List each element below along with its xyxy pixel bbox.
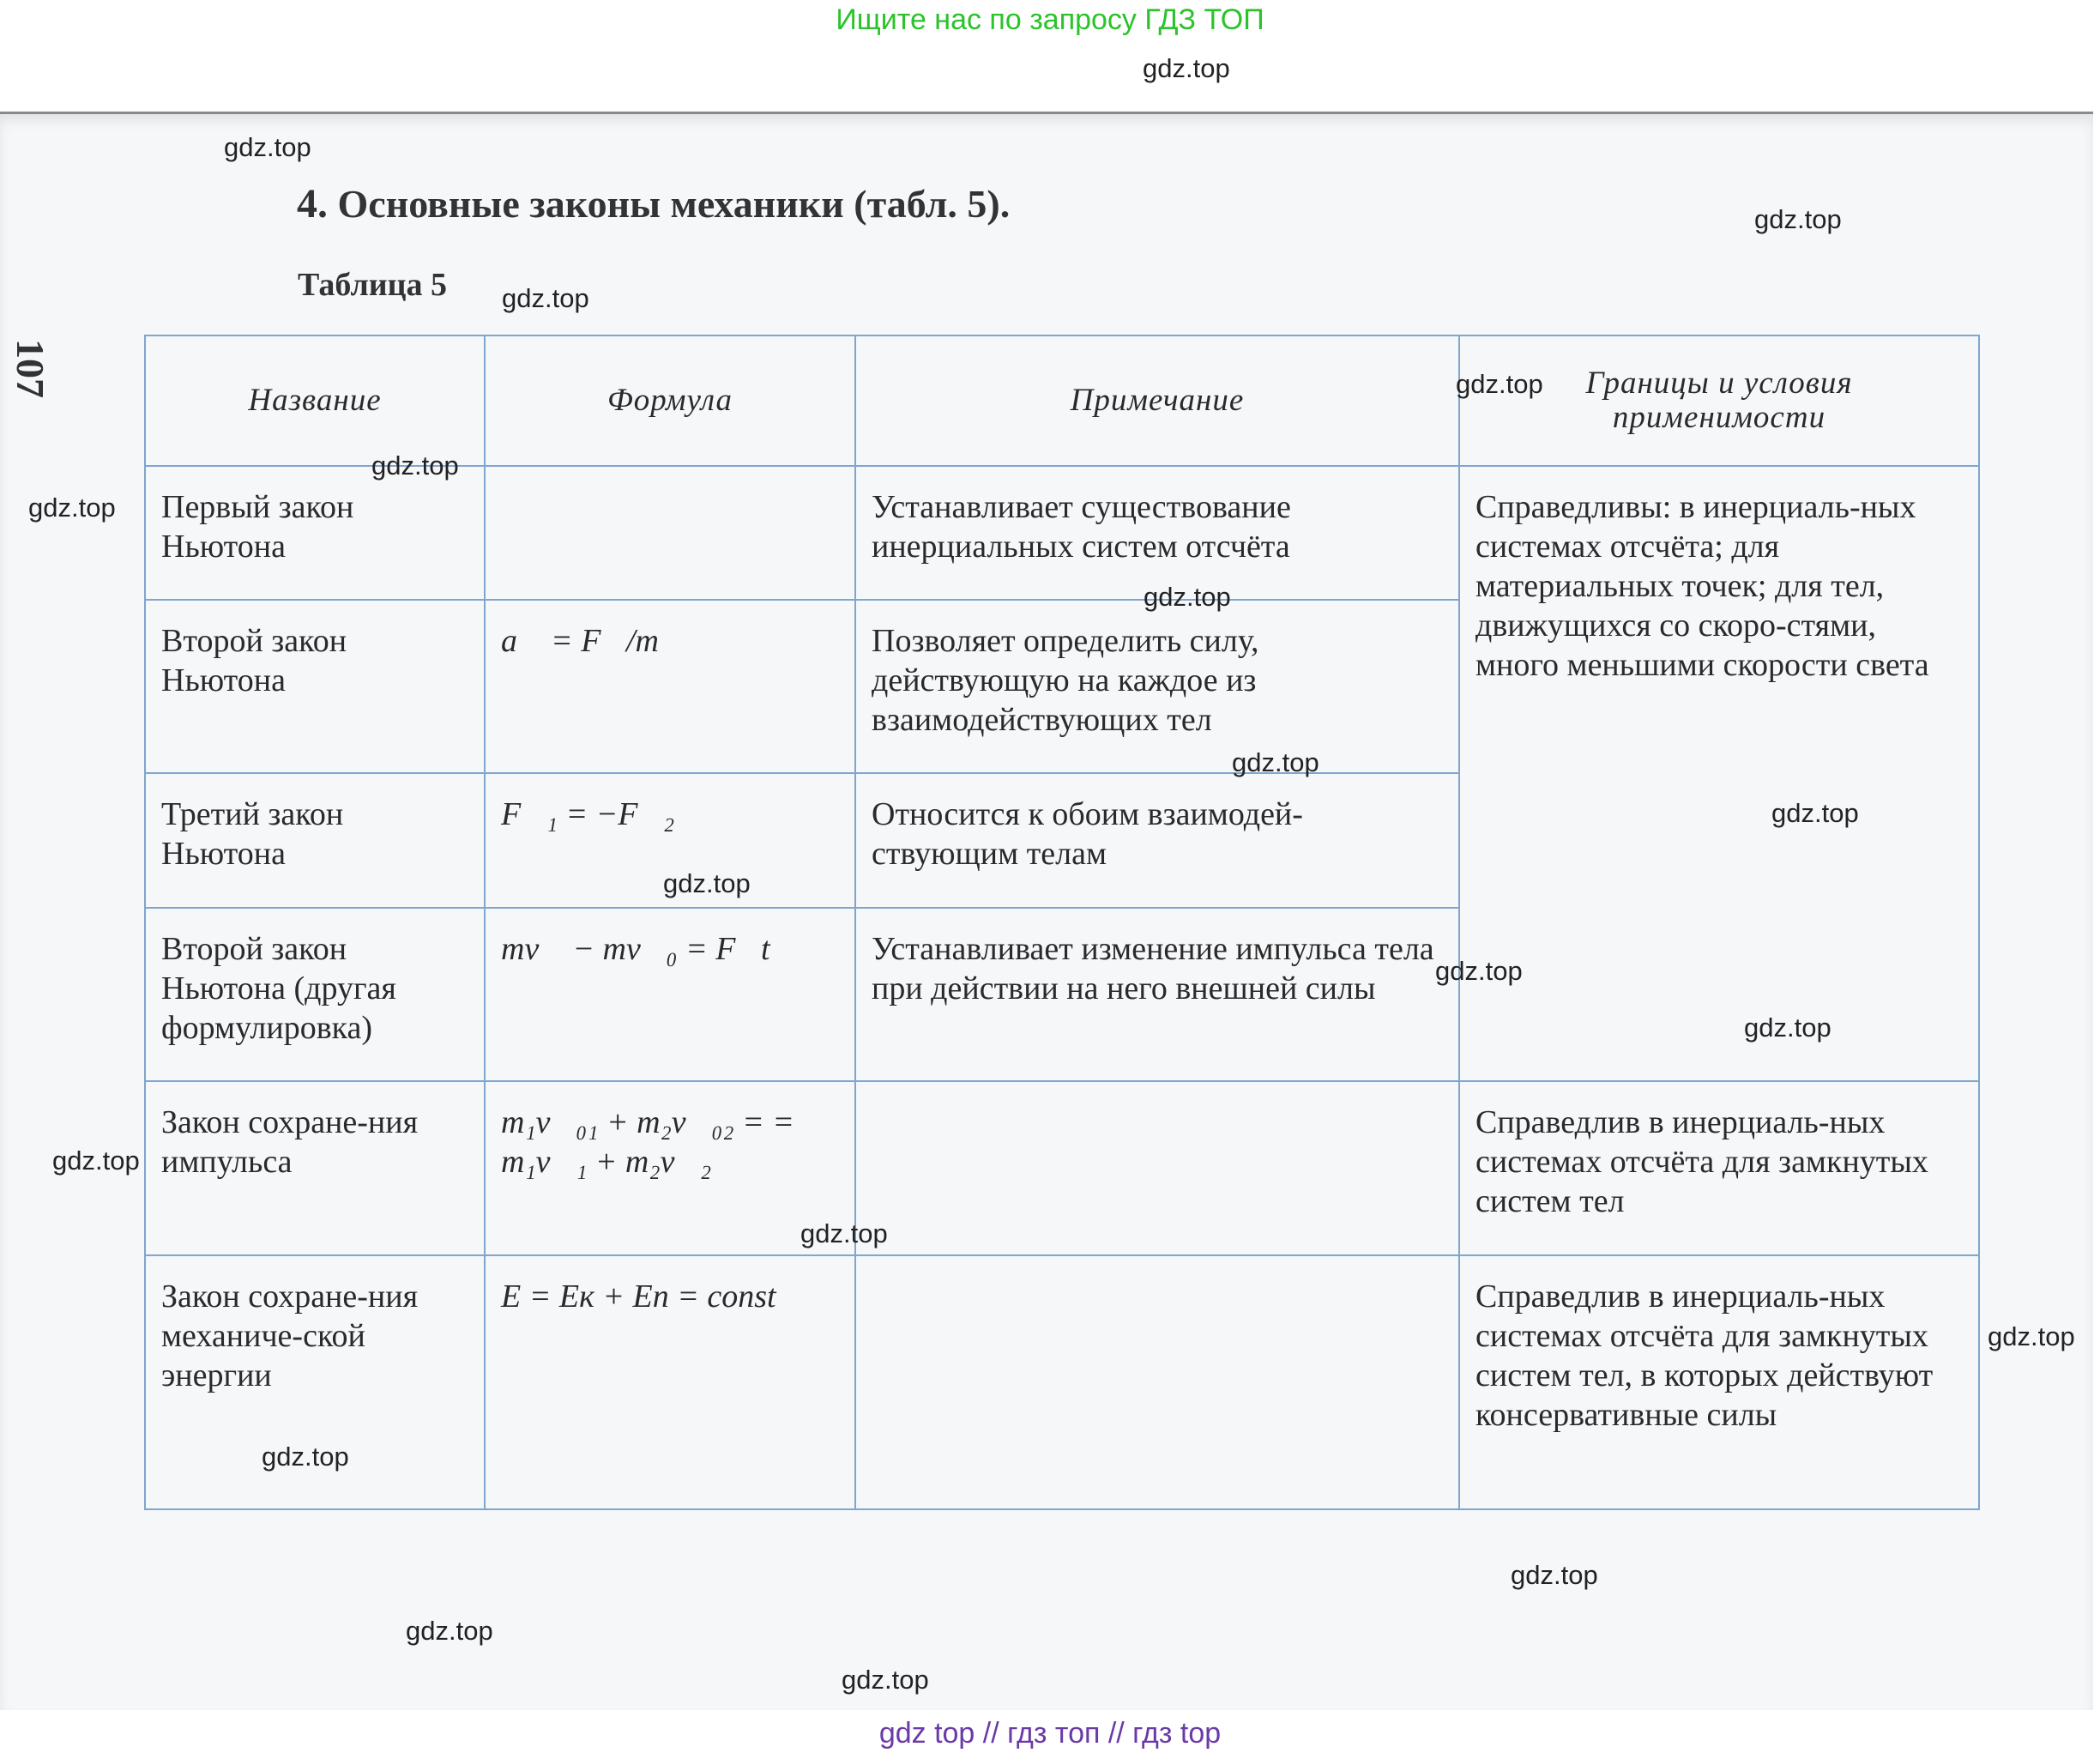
watermark: gdz.top [1744, 1012, 1831, 1043]
watermark: gdz.top [1456, 369, 1543, 399]
section-number: 4. [297, 181, 328, 227]
law-formula: E = Eк + Eп = const [485, 1255, 855, 1509]
law-name: Первый закон Ньютона [145, 466, 485, 600]
watermark: gdz.top [800, 1218, 888, 1248]
watermark: gdz.top [28, 493, 116, 523]
law-name: Третий закон Ньютона [145, 773, 485, 908]
watermark: gdz.top [663, 868, 751, 898]
watermark: gdz.top [1511, 1560, 1598, 1590]
law-note [855, 1081, 1459, 1255]
search-banner[interactable]: Ищите нас по запросу ГДЗ ТОП [836, 3, 1264, 36]
watermark: gdz.top [502, 283, 589, 313]
section-title [297, 180, 1010, 227]
table-caption: Таблица 5 [298, 267, 448, 303]
header-formula: Формула [485, 335, 855, 466]
watermark: gdz.top [842, 1665, 929, 1695]
law-name: Второй закон Ньютона (другая формулировка) [145, 908, 485, 1081]
bottom-banner[interactable]: gdz top // гдз топ // гдз top [878, 1717, 1222, 1750]
watermark: gdz.top [224, 132, 311, 162]
law-note: Позволяет определить силу, действующую на каждое из взаимодействующих тел [855, 600, 1459, 773]
watermark: gdz.top [262, 1442, 349, 1472]
section-title-text: Основные законы механики (табл. 5). [337, 182, 1011, 226]
law-note: Устанавливает существование инерциальных систем отсчёта [855, 466, 1459, 600]
law-name: Закон сохране-ния импульса [145, 1081, 485, 1255]
law-note [855, 1255, 1459, 1509]
page-number: 107 [9, 339, 52, 398]
watermark: gdz.top [1771, 798, 1859, 828]
law-formula: F⃗₁ = −F⃗₂ [485, 773, 855, 908]
law-formula [485, 466, 855, 600]
header-note: Примечание [855, 335, 1459, 466]
law-conditions: Справедлив в инерциаль-ных системах отсчёта для замкнутых систем тел, в которых действуют консервативные силы [1459, 1255, 1979, 1509]
watermark: gdz.top [1988, 1321, 2075, 1351]
watermark: gdz.top [52, 1145, 140, 1176]
header-conditions: Границы и условия применимости [1459, 335, 1979, 466]
law-name: Закон сохране-ния механиче-ской энергии [145, 1255, 485, 1509]
law-formula: mv⃗ − mv⃗₀ = F⃗t [485, 908, 855, 1081]
header-name: Название [145, 335, 485, 466]
watermark: gdz.top [1232, 747, 1319, 777]
law-note: Относится к обоим взаимодей-ствующим телам [855, 773, 1459, 908]
watermark: gdz.top [1754, 204, 1842, 234]
watermark: gdz.top [1143, 53, 1230, 83]
table-row [145, 1255, 1979, 1509]
law-conditions: Справедливы: в инерциаль-ных системах отсчёта; для материальных точек; для тел, движущихся со скоро-стями, много меньшими скорости света [1459, 466, 1979, 1081]
table-row [145, 1081, 1979, 1255]
law-note: Устанавливает изменение импульса тела при действии на него внешней силы [855, 908, 1459, 1081]
law-formula: m₁v⃗₀₁ + m₂v⃗₀₂ = = m₁v⃗₁ + m₂v⃗₂ [485, 1081, 855, 1255]
table-header-row [145, 335, 1979, 466]
law-conditions: Справедлив в инерциаль-ных системах отсчёта для замкнутых систем тел [1459, 1081, 1979, 1255]
table-row [145, 466, 1979, 600]
watermark: gdz.top [1435, 956, 1523, 986]
law-name: Второй закон Ньютона [145, 600, 485, 773]
mechanics-laws-table [144, 335, 1980, 1510]
law-formula: a⃗ = F⃗/m [485, 600, 855, 773]
watermark: gdz.top [1144, 582, 1231, 612]
watermark: gdz.top [406, 1616, 493, 1646]
watermark: gdz.top [371, 450, 459, 481]
